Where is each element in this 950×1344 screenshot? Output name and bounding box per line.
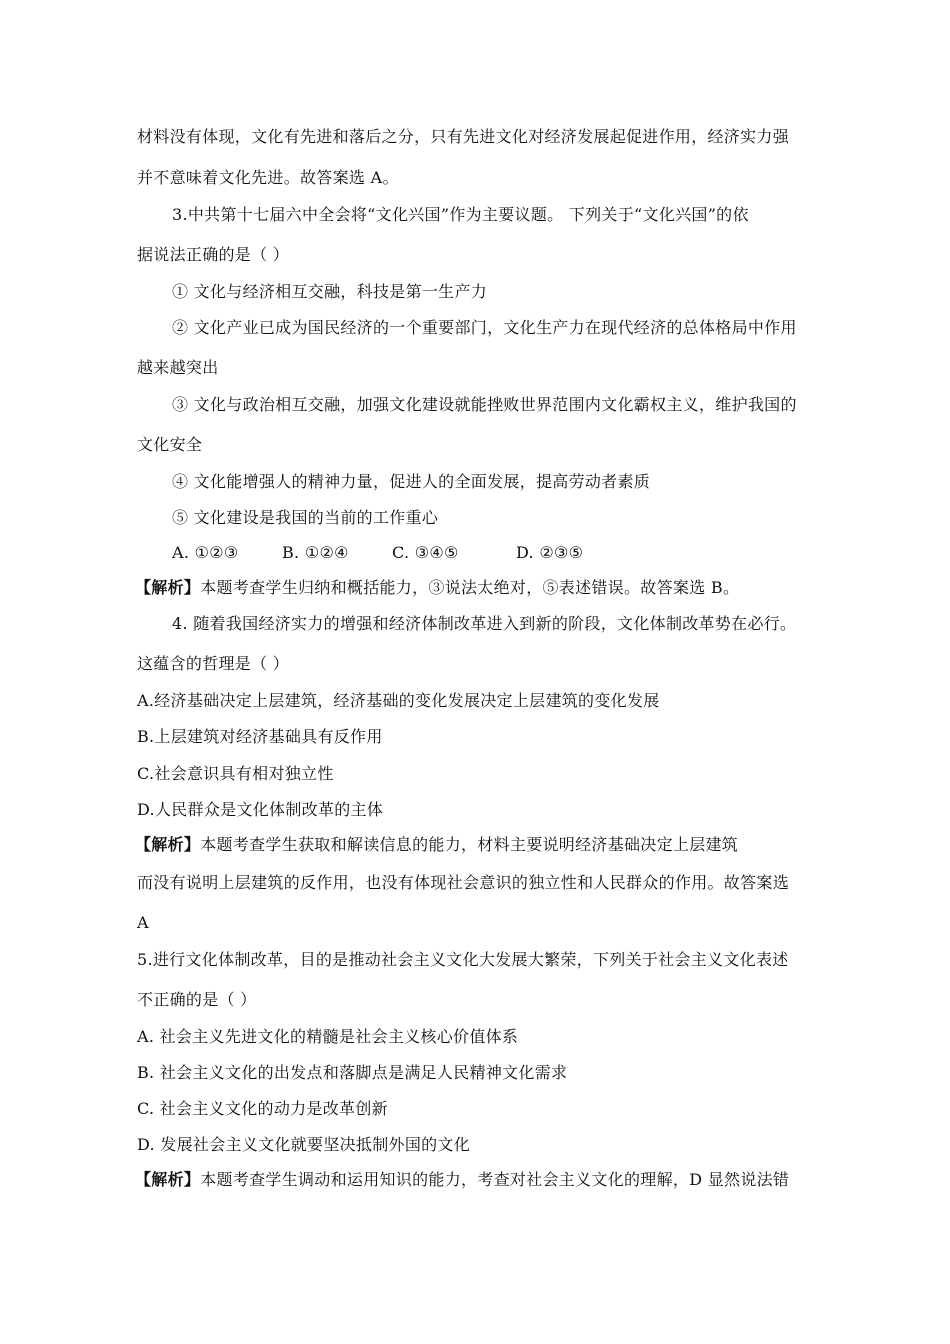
q5-option-a: A. 社会主义先进文化的精髓是社会主义核心价值体系 bbox=[137, 1027, 519, 1046]
q4-analysis bbox=[135, 835, 738, 855]
analysis-text: 本题考查学生调动和运用知识的能力，考查对社会主义文化的理解，D 显然说法错 bbox=[200, 1170, 790, 1189]
question-5-stem: 5.进行文化体制改革，目的是推动社会主义文化大发展大繁荣，下列关于社会主义文化表述 bbox=[137, 950, 789, 969]
analysis-tag: 【解析】 bbox=[135, 578, 201, 597]
q5-analysis bbox=[135, 1170, 789, 1190]
question-3-stem: 3.中共第十七届六中全会将“文化兴国”作为主要议题。 下列关于“文化兴国”的依 bbox=[172, 205, 749, 224]
question-4-stem: 4. 随着我国经济实力的增强和经济体制改革进入到新的阶段，文化体制改革势在必行。 bbox=[172, 614, 797, 633]
analysis-tag: 【解析】 bbox=[135, 835, 201, 854]
question-3-stem-cont: 据说法正确的是（ ） bbox=[137, 245, 290, 264]
q4-analysis-cont: 而没有说明上层建筑的反作用，也没有体现社会意识的独立性和人民群众的作用。故答案选 bbox=[137, 873, 790, 892]
q3-item-3-cont: 文化安全 bbox=[137, 435, 203, 454]
q4-analysis-cont: A bbox=[137, 913, 149, 932]
q3-item-5: ⑤ 文化建设是我国的当前的工作重心 bbox=[172, 508, 439, 527]
q3-options bbox=[172, 543, 583, 563]
text-line: 并不意味着文化先进。故答案选 A。 bbox=[137, 168, 399, 187]
q3-item-1: ① 文化与经济相互交融，科技是第一生产力 bbox=[172, 282, 488, 301]
q4-option-b: B.上层建筑对经济基础具有反作用 bbox=[137, 727, 383, 746]
text-line: 材料没有体现，文化有先进和落后之分，只有先进文化对经济发展起促进作用，经济实力强 bbox=[137, 127, 790, 146]
q3-option-d: D. ②③⑤ bbox=[516, 543, 584, 562]
q5-option-c: C. 社会主义文化的动力是改革创新 bbox=[137, 1099, 388, 1118]
q3-item-3: ③ 文化与政治相互交融，加强文化建设就能挫败世界范围内文化霸权主义，维护我国的 bbox=[172, 395, 797, 414]
question-4-stem-cont: 这蕴含的哲理是（ ） bbox=[137, 654, 290, 673]
q4-option-d: D.人民群众是文化体制改革的主体 bbox=[137, 800, 384, 819]
q3-item-2-cont: 越来越突出 bbox=[137, 358, 219, 377]
q3-analysis bbox=[135, 578, 739, 598]
q5-option-d: D. 发展社会主义文化就要坚决抵制外国的文化 bbox=[137, 1135, 471, 1154]
q4-option-a: A.经济基础决定上层建筑，经济基础的变化发展决定上层建筑的变化发展 bbox=[137, 691, 660, 710]
q5-option-b: B. 社会主义文化的出发点和落脚点是满足人民精神文化需求 bbox=[137, 1063, 568, 1082]
q3-option-b: B. ①②④ bbox=[282, 543, 349, 562]
q4-option-c: C.社会意识具有相对独立性 bbox=[137, 764, 334, 783]
q3-item-4: ④ 文化能增强人的精神力量，促进人的全面发展，提高劳动者素质 bbox=[172, 472, 651, 491]
q3-item-2: ② 文化产业已成为国民经济的一个重要部门，文化生产力在现代经济的总体格局中作用 bbox=[172, 318, 797, 337]
question-5-stem-cont: 不正确的是（ ） bbox=[137, 990, 257, 1009]
analysis-text: 本题考查学生获取和解读信息的能力，材料主要说明经济基础决定上层建筑 bbox=[200, 835, 739, 854]
analysis-tag: 【解析】 bbox=[135, 1170, 201, 1189]
q3-option-a: A. ①②③ bbox=[172, 543, 239, 562]
analysis-text: 本题考查学生归纳和概括能力，③说法太绝对，⑤表述错误。故答案选 B。 bbox=[200, 578, 740, 597]
q3-option-c: C. ③④⑤ bbox=[392, 543, 459, 562]
